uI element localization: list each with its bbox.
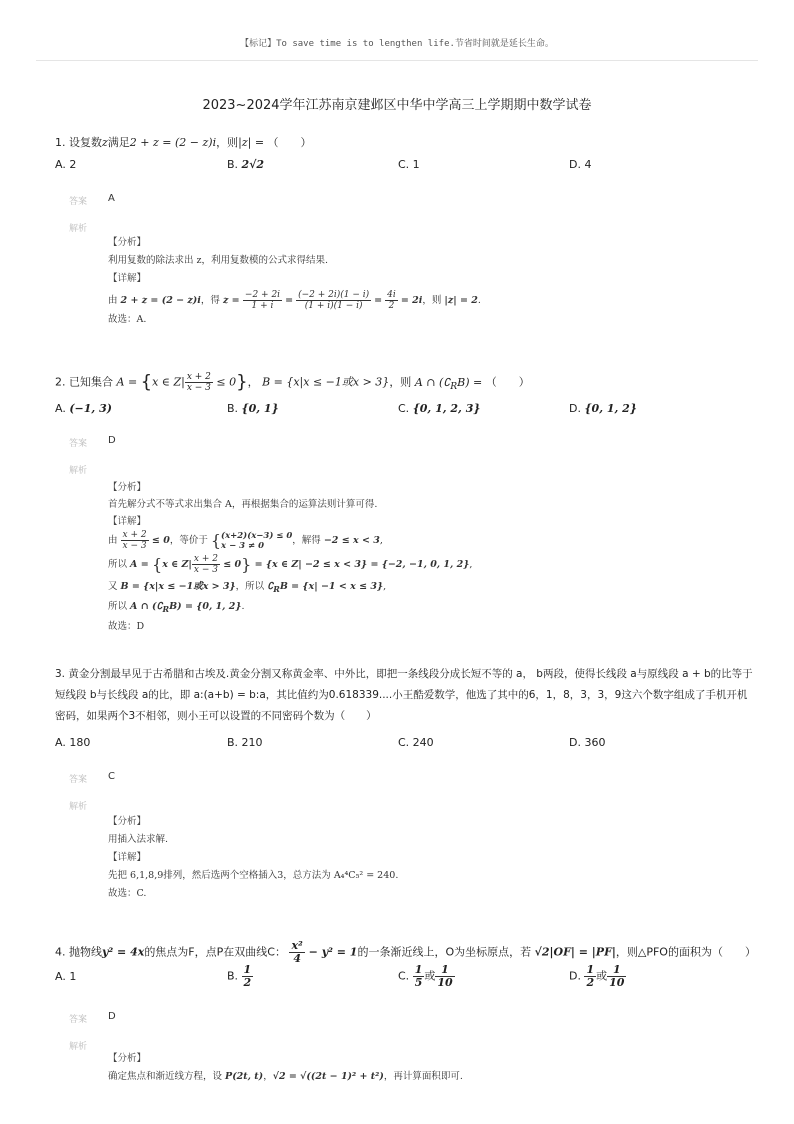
q2-option-d[interactable]: D. {0, 1, 2}	[569, 402, 637, 415]
header-motto: 【标记】To save time is to lengthen life.节省时间就是延长生命。	[240, 39, 554, 49]
q4-option-b[interactable]: B. $\frac{1}{2}$	[227, 963, 252, 989]
q4-option-d[interactable]: D. $\frac{1}{2}$ 或 $\frac{1}{10}$	[569, 963, 625, 989]
q2-option-c[interactable]: C. {0, 1, 2, 3}	[398, 402, 481, 415]
q4-option-c[interactable]: C. $\frac{1}{5}$ 或 $\frac{1}{10}$	[398, 963, 453, 989]
q1-answer-label: 答案	[69, 197, 88, 207]
q1-option-d[interactable]: D. 4	[569, 158, 592, 171]
page-title: 2023~2024学年江苏南京建邺区中华中学高三上学期期中数学试卷	[202, 98, 592, 113]
q3-option-d[interactable]: D. 360	[569, 736, 606, 749]
question-2-stem: 2. 已知集合 A = {x ∈ Z| $\frac{x + 2}{x - 3}$ ≤ 0}， B = {x|x ≤ −1或x > 3}，则 A ∩ $(∁_RB)$ = （ ）	[55, 371, 530, 393]
question-1-stem: 1. 设复数z满足2 + z = (2 − z)i，则|z| = （ ）	[55, 136, 312, 149]
q2-analysis-label: 解析	[69, 466, 88, 476]
question-3-stem: 3. 黄金分割最早见于古希腊和古埃及.黄金分割又称黄金率、中外比，即把一条线段分成长短不等的 a， b两段，使得长线段 a与原线段 a + b的比等于 短线段 b与长线段 a的比，即 a:(a+b) = b:a，其比值约为0.618339....小王酷爱数学，他选了其中的6，1，8，3，3，9这六个数字组成了手机开机 密码，如果两个3不相邻，则小王可以设置的不同密码个数为（ ）	[55, 668, 753, 722]
q2-solution: 【分析】 首先解分式不等式求出集合 A，再根据集合的运算法则计算可得. 【详解】 由 $\frac{x + 2}{x - 3}$ ≤ 0，等价于 {(x+2)(x−3) ≤ 0 x − 3 ≠ 0 ，解得 −2 ≤ x < 3, 所以 A = {x ∈ Z| $\frac{x + 2}{x - 3}$ ≤ 0} = {x ∈ Z| −2 ≤ x < 3} = {−2, −1, 0, 1, 2}, 又 B = {x|x ≤ −1或x > 3}，所以 $∁_RB = \{x| -1 < x \le 3\}$, 所以 A ∩ $(∁_RB) = \{0$, 1, 2}. 故选：D	[108, 482, 473, 632]
q1-option-b[interactable]: B. 2√2	[227, 158, 265, 171]
q1-answer: A	[108, 193, 115, 204]
q3-option-b[interactable]: B. 210	[227, 736, 263, 749]
q1-analysis-label: 解析	[69, 224, 88, 234]
q3-answer: C	[108, 771, 115, 782]
q1-solution: 【分析】 利用复数的除法求出 z，利用复数模的公式求得结果. 【详解】 由 2 + z = (2 − z)i，得 z = $\frac{-2 + 2i}{1 + i}$ = $\frac{(-2 + 2i)(1 - i)}{(1 + i)(1 - i)}$ = $\frac{4i}{2}$ = 2i，则 |z| = 2. 故选：A.	[108, 237, 481, 325]
q3-analysis-label: 解析	[69, 802, 88, 812]
question-4-stem: 4. 抛物线y² = 4x的焦点为F，点P在双曲线C： $\frac{\text{x²}}{4}$ − y² = 1的一条渐近线上，O为坐标原点，若 √2|OF| = |PF|，则△PFO的面积为（ ）	[55, 939, 756, 965]
q2-option-b[interactable]: B. {0, 1}	[227, 402, 279, 415]
q2-option-a[interactable]: A. (−1, 3)	[55, 402, 112, 415]
q4-answer: D	[108, 1011, 116, 1022]
header-divider	[36, 60, 758, 61]
q3-option-c[interactable]: C. 240	[398, 736, 434, 749]
q1-option-c[interactable]: C. 1	[398, 158, 420, 171]
q3-option-a[interactable]: A. 180	[55, 736, 91, 749]
q4-answer-label: 答案	[69, 1015, 88, 1025]
q2-answer-label: 答案	[69, 439, 88, 449]
q4-analysis-label: 解析	[69, 1042, 88, 1052]
q4-solution: 【分析】 确定焦点和渐近线方程，设 P(2t, t)，√2 = √((2t − 1)² + t²)，再计算面积即可.	[108, 1053, 463, 1082]
q4-option-a[interactable]: A. 1	[55, 970, 77, 983]
q1-option-a[interactable]: A. 2	[55, 158, 77, 171]
q3-answer-label: 答案	[69, 775, 88, 785]
q3-solution: 【分析】 用插入法求解. 【详解】 先把 6,1,8,9排列，然后选两个空格插入3，总方法为 A₄⁴C₅² = 240. 故选：C.	[108, 816, 399, 899]
q2-answer: D	[108, 435, 116, 446]
